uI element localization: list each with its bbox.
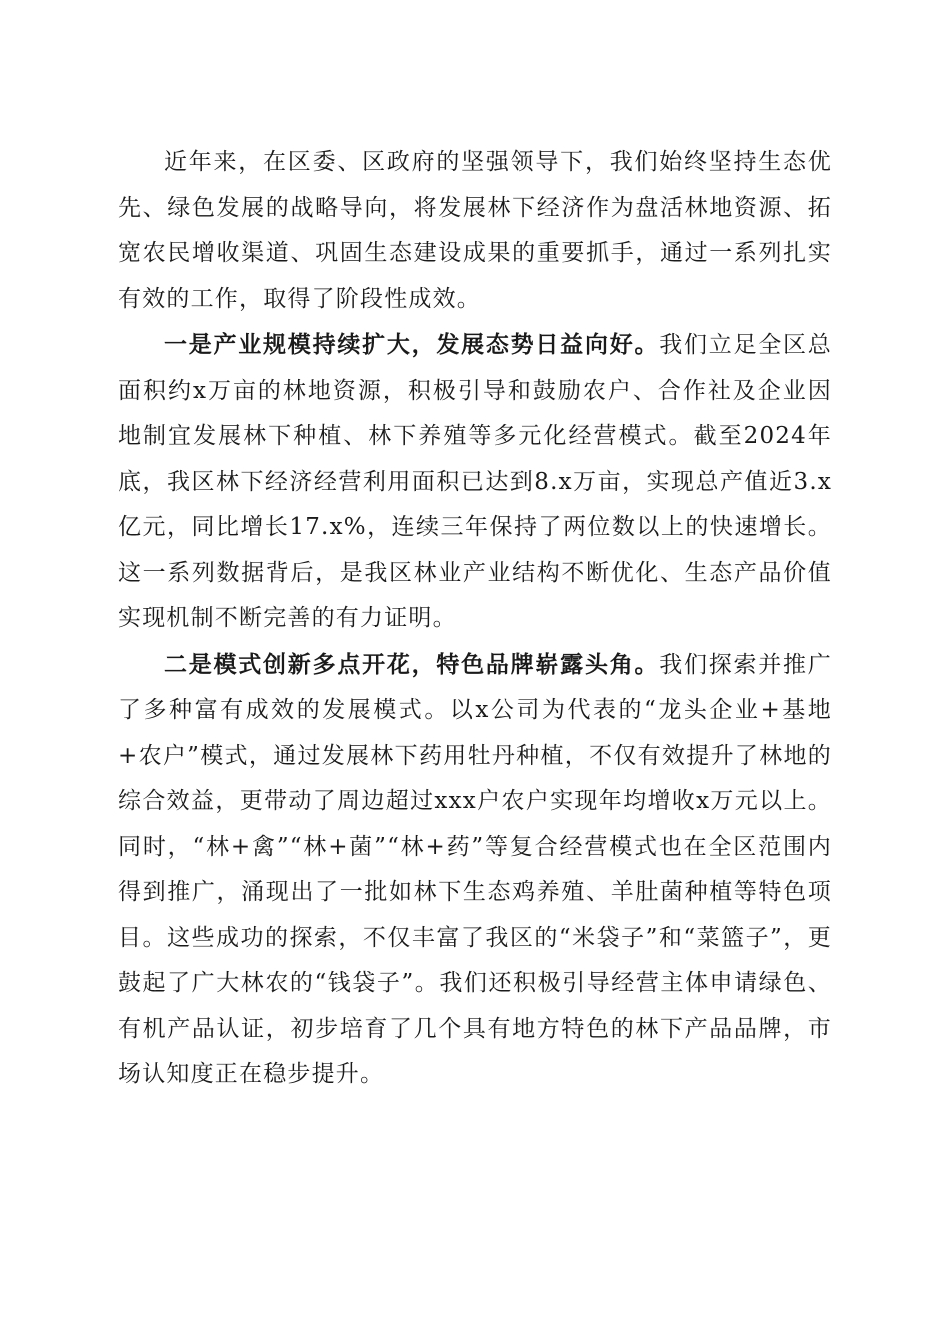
paragraph-model-innovation-heading: 二是模式创新多点开花，特色品牌崭露头角。	[164, 650, 660, 678]
paragraph-intro-text: 近年来，在区委、区政府的坚强领导下，我们始终坚持生态优先、绿色发展的战略导向，将发展林下经济作为盘活林地资源、拓宽农民增收渠道、巩固生态建设成果的重要抓手，通过一系列扎实有效的工作，取得了阶段性成效。	[118, 149, 832, 312]
document-body	[118, 140, 832, 1098]
paragraph-industry-scale-text: 我们立足全区总面积约x万亩的林地资源，积极引导和鼓励农户、合作社及企业因地制宜发展林下种植、林下养殖等多元化经营模式。截至2024年底，我区林下经济经营利用面积已达到8.x万亩，实现总产值近3.x亿元，同比增长17.x%，连续三年保持了两位数以上的快速增长。这一系列数据背后，是我区林业产业结构不断优化、生态产品价值实现机制不断完善的有力证明。	[118, 332, 833, 631]
paragraph-industry-scale-heading: 一是产业规模持续扩大，发展态势日益向好。	[164, 331, 660, 358]
paragraph-model-innovation	[118, 642, 832, 1098]
paragraph-intro	[118, 140, 832, 322]
paragraph-model-innovation-text: 我们探索并推广了多种富有成效的发展模式。以x公司为代表的“龙头企业+基地+农户”模式，通过发展林下药用牡丹种植，不仅有效提升了林地的综合效益，更带动了周边超过xxx户农户实现年均增收x万元以上。同时，“林+禽”“林+菌”“林+药”等复合经营模式也在全区范围内得到推广，涌现出了一批如林下生态鸡养殖、羊肚菌种植等特色项目。这些成功的探索，不仅丰富了我区的“米袋子”和“菜篮子”，更鼓起了广大林农的“钱袋子”。我们还积极引导经营主体申请绿色、有机产品认证，初步培育了几个具有地方特色的林下产品品牌，市场认知度正在稳步提升。	[118, 651, 833, 1087]
paragraph-industry-scale	[118, 322, 832, 642]
